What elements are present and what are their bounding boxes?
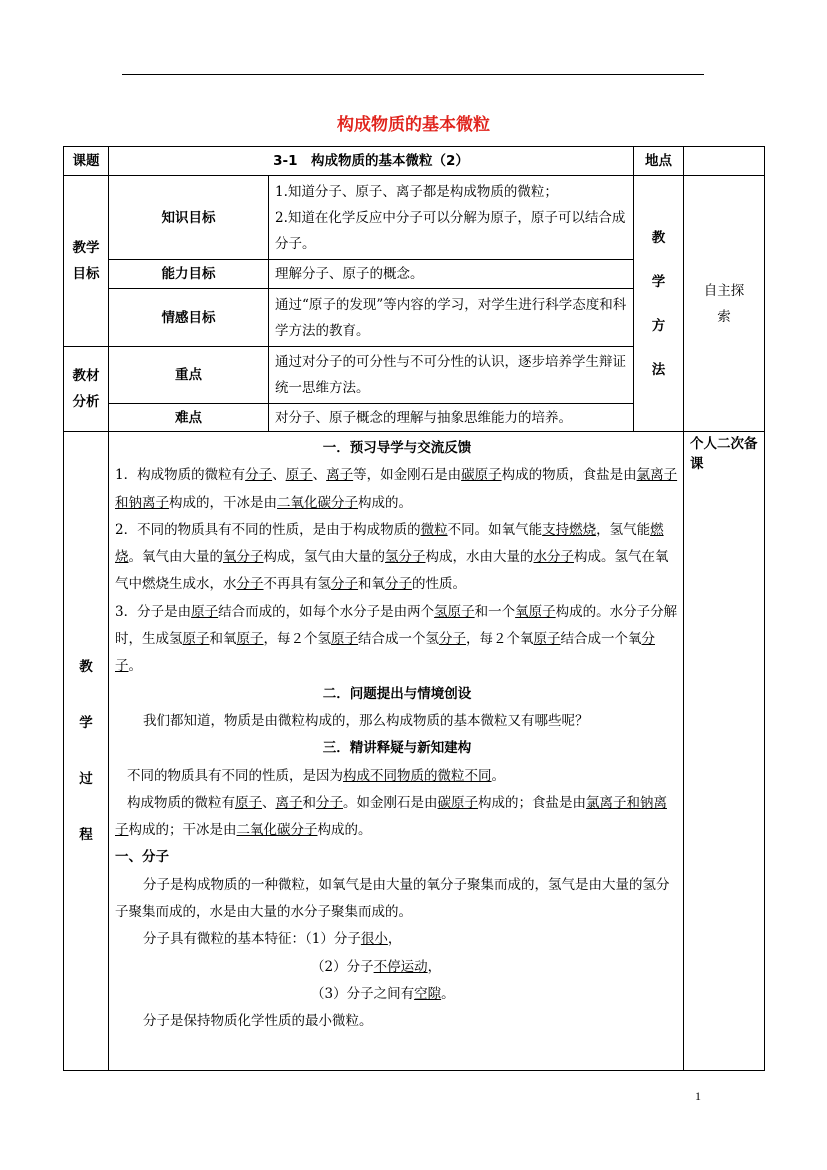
key-label: 重点 [109,347,269,404]
text: 不同的物质具有不同的性质，是因为 [127,767,343,784]
answer: 很小 [360,931,388,948]
header-row [64,147,765,176]
answer: 二氧化碳分子 [236,822,318,839]
place-value [684,147,765,176]
analysis-label: 教材分析 [64,347,109,432]
lesson-plan-table [63,146,765,1071]
text: 。氧气由大量的 [128,549,223,566]
answer: 氯离子和钠离子 [115,467,678,511]
difficult-text: 对分子、原子概念的理解与抽象思维能力的培养。 [269,404,634,432]
text: 不同。如氧气能 [447,521,543,538]
answer: 原子 [182,631,210,648]
text: ，氢气能 [596,521,651,538]
preview-item-3 [115,599,679,681]
answer: 碳原子 [437,794,478,811]
text: 构成，氢气由大量的 [263,549,385,566]
answer: 碳原子 [461,467,502,484]
difficult-label: 难点 [109,404,269,432]
text: 2．不同的物质具有不同的性质，是由于构成物质的 [115,521,421,538]
answer: 水分子 [533,549,574,566]
text: 和氧 [358,576,385,593]
answer: 氯离子和钠离子 [115,794,667,839]
emotion-label: 情感目标 [109,289,269,347]
answer: 二氧化碳分子 [277,494,358,511]
preview-item-2 [115,517,679,599]
text: 构成物质的微粒有 [127,794,235,811]
answer: 分子 [316,794,343,811]
process-label [64,432,109,1071]
method-label-text: 教学方法 [651,229,666,378]
text: 结合成一个氢 [358,631,439,648]
process-label-text: 教学过程 [79,659,93,843]
feature-line-1 [115,926,679,953]
feature-line-3 [115,981,679,1008]
text: ，每２个氢 [263,631,331,648]
answer: 分子 [439,631,466,648]
lesson-value: 3-1 构成物质的基本微粒（2） [109,147,634,176]
answer: 不停运动 [373,958,428,975]
explain-item-1 [115,763,679,790]
text: ，每２个氧 [466,631,534,648]
personal-prep-label: 个人二次备课 [690,436,758,472]
page-number: 1 [695,1089,701,1103]
text: 构成的。水分子分解时，生成氢 [115,603,678,648]
molecule-paragraph: 分子是构成物质的一种微粒，如氧气是由大量的氧分子聚集而成的，氢气是由大量的氢分子聚集而成的，水是由大量的水分子聚集而成的。 [115,876,670,921]
text: 构成的；干冰是由 [128,822,237,839]
text: 构成的；食盐是由 [478,794,586,811]
page-title: 构成物质的基本微粒 [337,115,490,135]
answer: 构成不同物质的微粒不同 [343,767,492,784]
ability-text: 理解分子、原子的概念。 [269,260,634,289]
method-value [684,176,765,432]
knowledge-label: 知识目标 [109,176,269,260]
knowledge-text [269,176,634,260]
emotion-text: 通过“原子的发现”等内容的学习，对学生进行科学态度和科学方法的教育。 [269,289,634,347]
process-row [64,432,765,1071]
answer: 原子 [331,631,358,648]
answer: 分子 [385,576,412,593]
text: 构成的。 [358,494,412,511]
answer: 原子 [533,631,561,648]
method-value-text: 自主探索 [703,282,745,325]
text: ， [427,958,442,975]
text: 构成，水由大量的 [425,549,534,566]
answer: 氢原子 [434,603,475,620]
text: 、 [272,467,286,484]
text: 。如金刚石是由 [343,794,438,811]
molecule-definition: 分子是保持物质化学性质的最小微粒。 [143,1013,373,1030]
text: （3）分子之间有 [311,985,415,1002]
text: 等，如金刚石是由 [353,467,462,484]
text: 和氧 [209,631,237,648]
answer: 氢分子 [385,549,426,566]
text: 3．分子是由 [115,603,192,620]
personal-prep-cell [684,432,765,1071]
text: 、 [312,467,327,484]
text: 结合而成的，如每个水分子是由两个 [218,603,435,620]
process-content [109,432,684,1071]
text: ， [387,931,402,948]
text: 构成的物质，食盐是由 [501,467,637,484]
answer: 微粒 [420,521,448,538]
answer: 氧原子 [515,603,556,620]
text: 1．构成物质的微粒有 [115,467,246,484]
question-text: 我们都知道，物质是由微粒构成的，那么构成物质的基本微粒又有哪些呢？ [143,712,589,729]
answer: 分子 [115,631,655,675]
place-label: 地点 [634,147,684,176]
knowledge-row [64,176,765,260]
molecule-heading: 一、分子 [115,849,169,866]
text: 和一个 [474,603,516,620]
section-1-title: 一．预习导学与交流反馈 [322,440,472,456]
answer: 原子 [235,794,262,811]
text: 分子具有微粒的基本特征：（1）分子 [143,931,361,948]
section-3-title: 三．精讲释疑与新知建构 [322,740,472,757]
answer: 分子 [245,467,273,484]
answer: 分子 [331,576,358,593]
goals-label: 教学目标 [64,176,109,347]
text: 的性质。 [412,576,466,593]
explain-item-2 [115,790,679,845]
key-text: 通过对分子的可分性与不可分性的认识，逐步培养学生辩证统一思维方法。 [269,347,634,404]
answer: 原子 [285,467,313,484]
header-rule [122,74,704,75]
answer: 原子 [236,631,264,648]
text: 、 [262,794,276,811]
feature-line-2 [115,954,679,981]
text: 不再具有氢 [263,576,331,593]
ability-label: 能力目标 [109,260,269,289]
answer: 离子 [275,794,303,811]
text: （2）分子 [311,958,374,975]
knowledge-item-1: 1.知道分子、原子、离子都是构成物质的微粒； [275,183,558,200]
section-2-title: 二．问题提出与情境创设 [322,685,472,702]
text: 构成。氢气在氧气中燃烧生成水，水 [115,549,669,593]
text: 。 [441,985,455,1002]
answer: 分子 [236,576,264,593]
answer: 空隙 [414,985,442,1002]
text: 构成的。 [317,822,372,839]
answer: 氧分子 [223,549,264,566]
text: 和 [302,794,316,811]
text: 构成的，干冰是由 [169,494,277,511]
answer: 离子 [326,467,354,484]
answer: 燃烧 [115,521,664,566]
knowledge-item-2: 2.知道在化学反应中分子可以分解为原子，原子可以结合成分子。 [275,209,626,252]
lesson-label: 课题 [64,147,109,176]
method-label [634,176,684,432]
text: 结合成一个氧 [560,631,642,648]
text: 。 [128,658,142,675]
answer: 原子 [191,603,219,620]
answer: 支持燃烧 [542,521,597,538]
preview-item-1 [115,462,679,517]
text: 。 [491,767,505,784]
